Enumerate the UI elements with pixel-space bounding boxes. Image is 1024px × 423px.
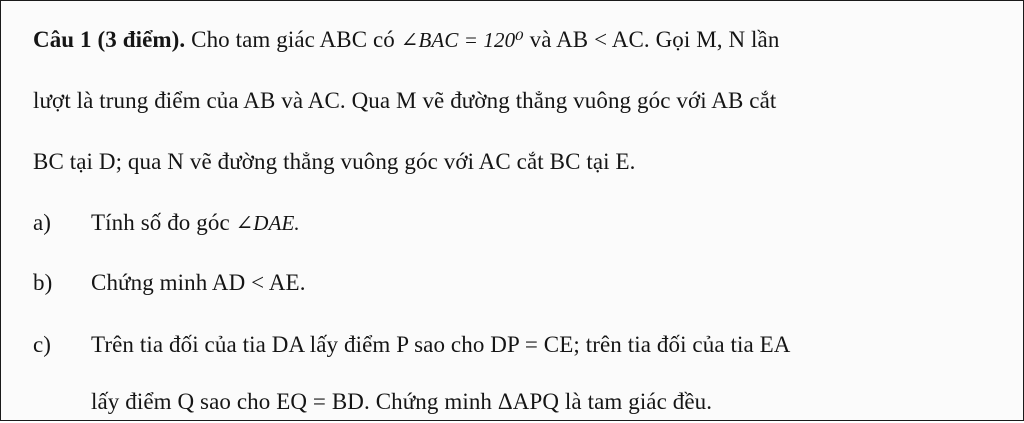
part-b xyxy=(33,262,1008,304)
part-c-text-line-2: lấy điểm Q sao cho EQ = BD. Chứng minh ΔAPQ là tam giác đều. xyxy=(91,389,713,414)
part-a-label: a) xyxy=(33,210,52,235)
part-c-text-line-1: Trên tia đối của tia DA lấy điểm P sao cho DP = CE; trên tia đối của tia EA xyxy=(91,332,791,357)
part-b-label: b) xyxy=(33,270,53,295)
angle-bac-formula: ∠BAC = 120⁰ xyxy=(400,28,524,52)
problem-intro-line-2: lượt là trung điểm của AB và AC. Qua M vẽ đường thẳng vuông góc với AB cắt xyxy=(33,88,777,113)
problem-intro-line-3: BC tại D; qua N vẽ đường thẳng vuông góc với AC cắt BC tại E. xyxy=(33,149,636,174)
question-heading: Câu 1 (3 điểm). xyxy=(33,27,186,52)
part-c xyxy=(33,324,1008,366)
part-b-text: Chứng minh AD < AE. xyxy=(91,270,306,295)
math-problem xyxy=(33,19,1008,423)
intro-text-1b: và AB < AC. Gọi M, N lần xyxy=(529,27,780,52)
part-a xyxy=(33,202,1008,244)
part-a-prompt: Tính số đo góc xyxy=(91,210,230,235)
part-c-label: c) xyxy=(33,332,52,357)
angle-dae-formula: ∠DAE. xyxy=(235,211,300,235)
problem-intro-line-1 xyxy=(33,19,1008,61)
part-a-text xyxy=(91,202,300,244)
intro-text-1a: Cho tam giác ABC có xyxy=(191,27,395,52)
